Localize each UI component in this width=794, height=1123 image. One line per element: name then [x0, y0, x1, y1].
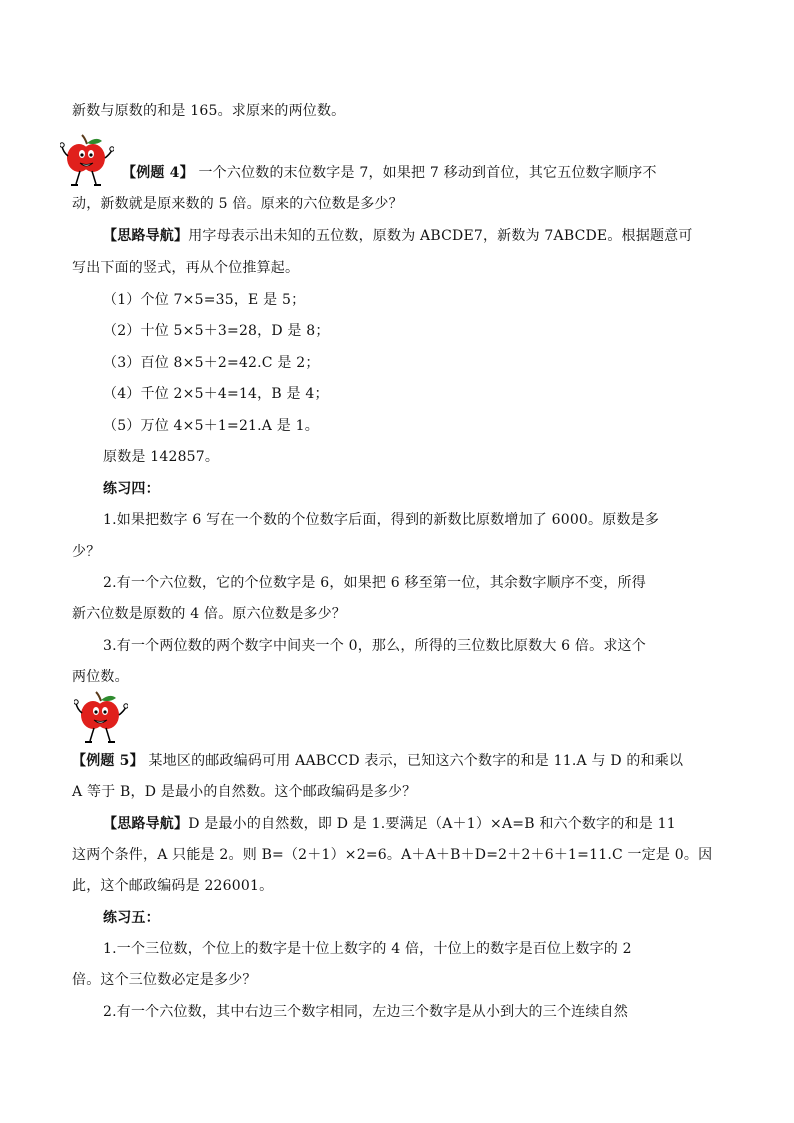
example4-hint-line1: 用字母表示出未知的五位数，原数为 ABCDE7，新数为 7ABCDE。根据题意可: [188, 228, 693, 244]
example4-hint-line2: 写出下面的竖式，再从个位推算起。: [72, 260, 300, 276]
practice5-item: 1.一个三位数，个位上的数字是十位上数字的 4 倍，十位上的数字是百位上数字的 2: [103, 941, 632, 957]
example4-answer: 原数是 142857。: [103, 449, 220, 465]
practice4-item: 2.有一个六位数，它的个位数字是 6，如果把 6 移至第一位，其余数字顺序不变，所得: [103, 575, 646, 591]
apple-mascot-icon: [60, 134, 114, 192]
practice4-item: 两位数。: [72, 669, 129, 685]
example4-hint-first-line: [103, 226, 693, 246]
practice5-title: 练习五：: [103, 910, 160, 926]
example5-hint-line1: D 是最小的自然数，即 D 是 1.要满足（A＋1）×A=B 和六个数字的和是 11: [188, 816, 676, 832]
example4-text-line2: 动，新数就是原来数的 5 倍。原来的六位数是多少？: [72, 196, 403, 212]
practice5-item: 2.有一个六位数，其中右边三个数字相同，左边三个数字是从小到大的三个连续自然: [103, 1004, 628, 1020]
example4-label: 【例题 4】: [122, 165, 194, 181]
example4-first-line: [122, 163, 657, 183]
example4-hint-label: 【思路导航】: [103, 228, 189, 244]
example4-step: （1）个位 7×5=35，E 是 5；: [103, 292, 306, 308]
example5-hint-line3: 此，这个邮政编码是 226001。: [72, 878, 274, 894]
example4-step: （5）万位 4×5＋1=21.A 是 1。: [103, 418, 319, 434]
example4-step: （2）十位 5×5＋3=28，D 是 8；: [103, 323, 330, 339]
practice4-title: 练习四：: [103, 481, 160, 497]
example5-label: 【例题 5】: [72, 753, 144, 769]
example4-step: （3）百位 8×5＋2=42.C 是 2；: [103, 355, 320, 371]
practice4-item: 新六位数是原数的 4 倍。原六位数是多少？: [72, 606, 347, 622]
apple-mascot-icon: [74, 691, 128, 749]
practice4-item: 3.有一个两位数的两个数字中间夹一个 0，那么，所得的三位数比原数大 6 倍。求这个: [103, 638, 646, 654]
example5-text-line2: A 等于 B，D 是最小的自然数。这个邮政编码是多少？: [72, 784, 417, 800]
practice4-item: 1.如果把数字 6 写在一个数的个位数字后面，得到的新数比原数增加了 6000。原数是多: [103, 512, 660, 528]
example5-text-line1: 某地区的邮政编码可用 AABCCD 表示，已知这六个数字的和是 11.A 与 D 的和乘以: [148, 753, 684, 769]
example4-step: （4）千位 2×5＋4=14，B 是 4；: [103, 386, 329, 402]
practice5-item: 倍。这个三位数必定是多少？: [72, 972, 257, 988]
example5-hint-label: 【思路导航】: [103, 816, 189, 832]
continuation-text: 新数与原数的和是 165。求原来的两位数。: [72, 103, 346, 119]
example5-hint-line2: 这两个条件，A 只能是 2。则 B=（2＋1）×2=6。A＋A＋B＋D=2＋2＋6＋1=11.C 一定是 0。因: [72, 847, 713, 863]
example4-text-line1: 一个六位数的末位数字是 7，如果把 7 移动到首位，其它五位数字顺序不: [198, 165, 657, 181]
example5-hint-first-line: [103, 814, 676, 834]
example5-first-line: [72, 751, 683, 771]
practice4-item: 少？: [72, 544, 101, 560]
